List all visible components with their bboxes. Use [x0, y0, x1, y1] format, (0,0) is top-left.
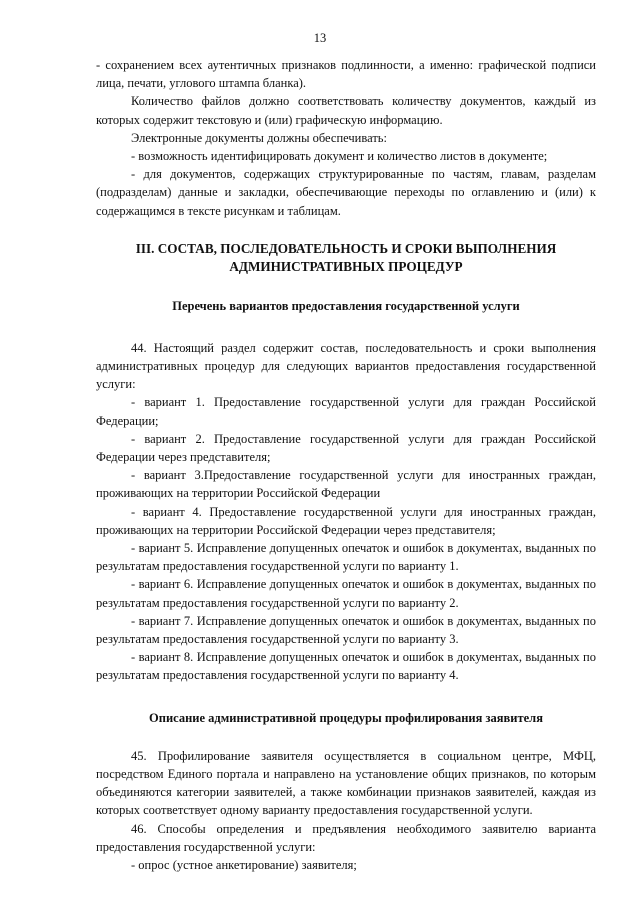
paragraph: Количество файлов должно соответствовать количеству документов, каждый из которых содержит текстовую и (или) графическую информацию.	[96, 94, 596, 127]
section-title: III. СОСТАВ, ПОСЛЕДОВАТЕЛЬНОСТЬ И СРОКИ ВЫПОЛНЕНИЯ АДМИНИСТРАТИВНЫХ ПРОЦЕДУР	[135, 240, 557, 274]
variant-item: - вариант 4. Предоставление государственной услуги для иностранных граждан, проживающих на территории Российской Федерации через представителя;	[96, 504, 596, 537]
variant-item: - вариант 6. Исправление допущенных опечаток и ошибок в документах, выданных по результатам предоставления государственной услуги по варианту 2.	[96, 577, 596, 610]
variant-item: - вариант 8. Исправление допущенных опечаток и ошибок в документах, выданных по результатам предоставления государственной услуги по варианту 4.	[96, 650, 596, 683]
variant-item: - вариант 1. Предоставление государственной услуги для граждан Российской Федерации;	[96, 395, 596, 428]
list-item: - опрос (устное анкетирование) заявителя;	[131, 857, 357, 872]
paragraph: - для документов, содержащих структурированные по частям, главам, разделам (подразделам) данные и закладки, обеспечивающие переходы по оглавлению и (или) к содержащимся в тексте рисункам и таблицам.	[96, 167, 596, 218]
paragraph-46: 46. Способы определения и предъявления необходимого заявителю варианта предоставления государственной услуги:	[96, 821, 596, 854]
page-number: 13	[313, 31, 327, 45]
paragraph-44: 44. Настоящий раздел содержит состав, последовательность и сроки выполнения административных процедур для следующих вариантов предоставления государственной услуги:	[96, 340, 596, 392]
variant-item: - вариант 2. Предоставление государственной услуги для граждан Российской Федерации через представителя;	[96, 431, 596, 465]
variant-item: - вариант 3.Предоставление государственной услуги для иностранных граждан, проживающих на территории Российской Федерации	[96, 468, 596, 501]
paragraph-45: 45. Профилирование заявителя осуществляется в социальном центре, МФЦ, посредством Единого портала и направлено на установление общих признаков, по которым объединяются категории заявителей, а также комбинации признаков заявителей, каждая из которых соответствует одному варианту предоставления государственной услуги.	[96, 748, 596, 818]
variant-item: - вариант 7. Исправление допущенных опечаток и ошибок в документах, выданных по результатам предоставления государственной услуги по варианту 3.	[96, 613, 596, 647]
page-content	[96, 56, 596, 874]
subsection-title: Перечень вариантов предоставления государственной услуги	[172, 298, 520, 313]
paragraph: - возможность идентифицировать документ и количество листов в документе;	[131, 149, 548, 164]
subsection-title: Описание административной процедуры профилирования заявителя	[149, 710, 543, 725]
variant-item: - вариант 5. Исправление допущенных опечаток и ошибок в документах, выданных по результатам предоставления государственной услуги по варианту 1.	[96, 541, 596, 574]
paragraph: - сохранением всех аутентичных признаков подлинности, а именно: графической подписи лица, печати, углового штампа бланка).	[96, 58, 596, 91]
paragraph: Электронные документы должны обеспечивать:	[131, 130, 387, 145]
